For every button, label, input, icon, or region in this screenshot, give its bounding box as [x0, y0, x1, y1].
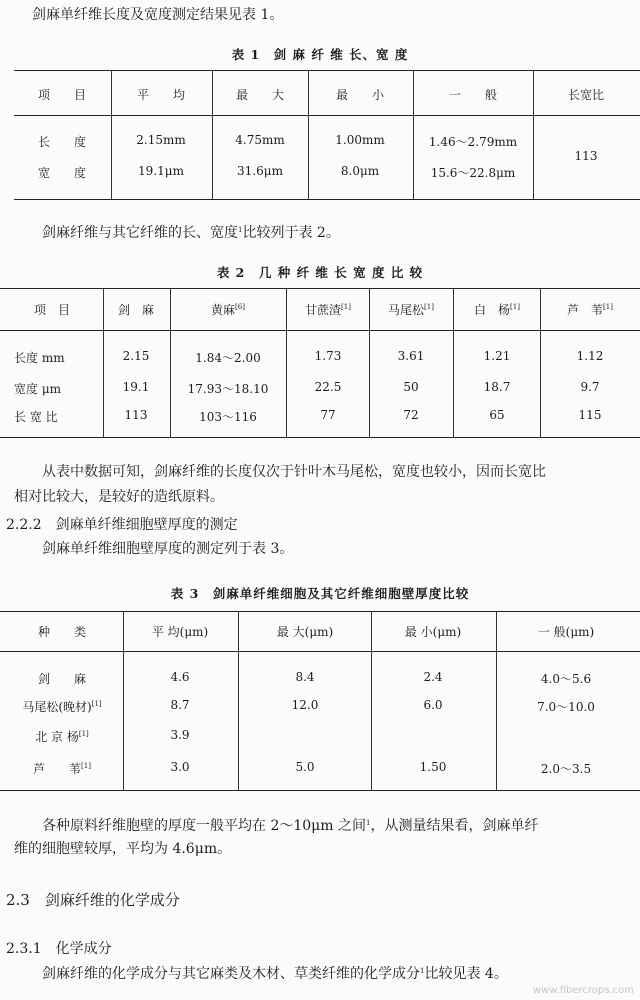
- table3-row-label: 马尾松(晚材)[1]: [22, 700, 102, 714]
- table2-cell: 65: [489, 408, 505, 422]
- table2-row-label: 长度 mm: [14, 351, 65, 365]
- table3-header-max: 最 大(μm): [276, 625, 334, 639]
- table1-cell: 4.75mm: [235, 133, 285, 147]
- table2-cell: 22.5: [314, 380, 342, 394]
- table3-cell: 7.0～10.0: [537, 700, 595, 714]
- table2-cell: 50: [403, 380, 419, 394]
- table3-cell: 4.0～5.6: [540, 672, 592, 686]
- table3-caption: 表 3 剑麻单纤维细胞及其它纤维细胞壁厚度比较: [170, 586, 470, 601]
- table1-row-label: 长 度: [37, 135, 87, 149]
- table3-cell: 1.50: [419, 760, 447, 774]
- table1-header-item: 项 目: [37, 88, 87, 102]
- table2-cell: 113: [124, 408, 148, 422]
- table1-header-min: 最 小: [335, 88, 385, 102]
- table2-header-bagasse: 甘蔗渣[1]: [305, 303, 351, 317]
- table2-cell: 1.12: [576, 349, 604, 363]
- table3-cell: 8.4: [295, 670, 315, 684]
- table3-header-min: 最 小(μm): [404, 625, 462, 639]
- citation-ref: 1: [366, 819, 371, 827]
- table2-cell: 17.93～18.10: [187, 382, 269, 396]
- table3-cell: 2.0～3.5: [540, 762, 592, 776]
- table1-cell: 1.46～2.79mm: [428, 135, 518, 149]
- table3-row-label: 芦 苇[1]: [33, 762, 91, 776]
- table1-top-rule: [14, 70, 640, 71]
- table2-cell: 72: [403, 408, 419, 422]
- body-paragraph-5: 剑麻纤维的化学成分与其它麻类及木材、草类纤维的化学成分$^1$比较见表 4。: [42, 966, 508, 982]
- table3-cell: 5.0: [295, 760, 315, 774]
- section-heading-2-2-2: 2.2.2 剑麻单纤维细胞壁厚度的测定: [6, 517, 238, 533]
- body-paragraph-3-line-2: 相对比较大，是较好的造纸原料。: [14, 489, 224, 505]
- table2-row-label: 长 宽 比: [14, 410, 58, 424]
- table3-cell: 8.7: [170, 698, 190, 712]
- table1-caption: 表 1 剑 麻 纤 维 长、宽 度: [231, 47, 409, 62]
- table2-cell: 1.73: [314, 349, 342, 363]
- table2-caption: 表 2 几 种 纤 维 长 宽 度 比 较: [216, 265, 424, 280]
- table2-cell: 1.21: [483, 349, 511, 363]
- section-heading-2-3-1: 2.3.1 化学成分: [6, 941, 112, 957]
- table3-cell: 3.0: [170, 760, 190, 774]
- table1-row-label: 宽 度: [37, 166, 87, 180]
- table1-header-rule: [14, 115, 640, 116]
- table2-cell: 9.7: [580, 380, 600, 394]
- body-paragraph-4-line-2: 维的细胞壁较厚，平均为 4.6μm。: [14, 841, 232, 857]
- table2-header-poplar: 白 杨[1]: [474, 303, 520, 317]
- table2-header-sisal: 剑 麻: [117, 303, 155, 317]
- table2-cell: 103～116: [199, 410, 257, 424]
- table2-row-label: 宽度 μm: [14, 382, 61, 396]
- table1-cell: 19.1μm: [138, 164, 184, 178]
- table3-cell: 3.9: [170, 728, 190, 742]
- section-heading-2-3: 2.3 剑麻纤维的化学成分: [6, 891, 180, 909]
- table1-cell: 1.00mm: [335, 133, 385, 147]
- table3-header-average: 平 均(μm): [151, 625, 209, 639]
- table1-cell: 31.6μm: [237, 164, 283, 178]
- table3-header-rule: [0, 651, 640, 652]
- table3-header-general: 一 般(μm): [537, 625, 595, 639]
- body-paragraph-4-line-1: 各种原料纤维胞壁的厚度一般平均在 2～10μm 之间$^1$，从测量结果看，剑麻单纤: [42, 818, 539, 834]
- watermark: www.fibercrops.com: [532, 985, 634, 996]
- table2-cell: 19.1: [122, 380, 150, 394]
- table1-header-average: 平 均: [136, 88, 186, 102]
- table1-bottom-rule: [14, 199, 640, 200]
- table2-header-rule: [0, 330, 640, 331]
- table2-cell: 115: [578, 408, 602, 422]
- table3-cell: 2.4: [423, 670, 443, 684]
- table2-header-masson-pine: 马尾松[1]: [388, 303, 434, 317]
- table2-cell: 18.7: [483, 380, 511, 394]
- citation-ref: 1: [238, 226, 243, 234]
- table3-row-label: 北 京 杨[1]: [35, 730, 89, 744]
- table3-top-rule: [0, 611, 640, 612]
- body-paragraph-3-line-1: 从表中数据可知，剑麻纤维的长度仅次于针叶木马尾松，宽度也较小，因而长宽比: [42, 464, 546, 480]
- table2-header-item: 项 目: [33, 303, 71, 317]
- table2-bottom-rule: [0, 437, 640, 438]
- table2-cell: 3.61: [397, 349, 425, 363]
- table1-cell: 15.6～22.8μm: [430, 166, 516, 180]
- table1-ratio-value: 113: [574, 149, 598, 163]
- intro-paragraph-1: 剑麻单纤维长度及宽度测定结果见表 1。: [32, 7, 284, 23]
- table2-cell: 77: [320, 408, 336, 422]
- intro-paragraph-2: 剑麻纤维与其它纤维的长、宽度$^1$比较列于表 2。: [42, 225, 340, 241]
- table2-cell: 1.84～2.00: [195, 351, 261, 365]
- citation-ref: 1: [420, 967, 425, 975]
- table2-cell: 2.15: [122, 349, 150, 363]
- table3-cell: 12.0: [291, 698, 319, 712]
- table3-cell: 4.6: [170, 670, 190, 684]
- table1-cell: 2.15mm: [136, 133, 186, 147]
- table3-bottom-rule: [0, 790, 640, 791]
- table3-row-label: 剑 麻: [37, 672, 87, 686]
- table1-header-general: 一 般: [448, 88, 498, 102]
- table3-cell: 6.0: [423, 698, 443, 712]
- table2-header-reed: 芦 苇[1]: [567, 303, 613, 317]
- table3-header-kind: 种 类: [37, 625, 87, 639]
- table1-header-max: 最 大: [235, 88, 285, 102]
- table1-cell: 8.0μm: [340, 164, 380, 178]
- table2-top-rule: [0, 288, 640, 289]
- table1-header-ratio: 长宽比: [567, 88, 605, 102]
- table2-header-jute: 黄麻[6]: [211, 303, 245, 317]
- intro-paragraph-3: 剑麻单纤维细胞壁厚度的测定列于表 3。: [42, 541, 294, 557]
